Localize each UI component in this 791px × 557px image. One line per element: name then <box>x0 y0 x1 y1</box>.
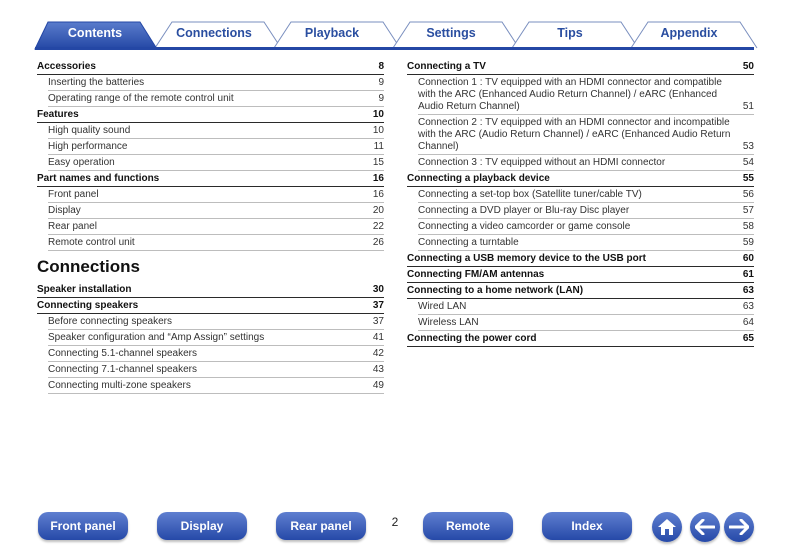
toc-entry-sub[interactable] <box>48 346 384 362</box>
toc-entry-sub[interactable] <box>48 187 384 203</box>
toc-entry-page: 37 <box>372 315 384 327</box>
toc-entry-page: 59 <box>742 236 754 248</box>
rear-panel-button[interactable]: Rear panel <box>276 512 366 540</box>
toc-entry-sub[interactable] <box>48 362 384 378</box>
toc-entry-main[interactable] <box>37 59 384 75</box>
toc-entry-page: 41 <box>372 331 384 343</box>
remote-button[interactable]: Remote <box>423 512 513 540</box>
toc-entry-title: Rear panel <box>48 220 97 232</box>
toc-entry-sub[interactable] <box>48 139 384 155</box>
toc-entry-title: Inserting the batteries <box>48 76 145 88</box>
toc-entry-title: Wireless LAN <box>418 316 479 328</box>
toc-entry-sub[interactable] <box>418 155 754 171</box>
toc-entry-main[interactable] <box>37 298 384 314</box>
home-button[interactable] <box>652 512 682 542</box>
toc-entry-title: Connecting multi-zone speakers <box>48 379 191 391</box>
toc-entry-page: 10 <box>372 108 384 120</box>
toc-entry-title: Connection 1 : TV equipped with an HDMI connector and compatible with the ARC (Enhanced Audio Return Channel) / eARC (Enhanced Audio Return Channel) <box>418 76 722 112</box>
toc-entry-title: Accessories <box>37 60 96 72</box>
toc-entry-main[interactable] <box>37 171 384 187</box>
home-icon <box>657 518 677 536</box>
toc-entry-page: 57 <box>742 204 754 216</box>
toc-entry-sub[interactable] <box>48 235 384 251</box>
toc-entry-main[interactable] <box>407 331 754 347</box>
toc-entry-title: Wired LAN <box>418 300 467 312</box>
toc-entry-main[interactable] <box>407 251 754 267</box>
toc-entry-main[interactable] <box>37 107 384 123</box>
toc-entry-page: 64 <box>742 316 754 328</box>
toc-entry-page: 58 <box>742 220 754 232</box>
toc-entry-page: 30 <box>372 283 384 295</box>
toc-entry-title: Front panel <box>48 188 99 200</box>
front-panel-button[interactable]: Front panel <box>38 512 128 540</box>
page-number: 2 <box>391 515 399 529</box>
toc-entry-page: 65 <box>742 332 754 344</box>
toc-entry-title: High quality sound <box>48 124 131 136</box>
toc-entry-title: Connecting a video camcorder or game console <box>418 220 631 232</box>
toc-entry-title: Remote control unit <box>48 236 135 248</box>
toc-entry-page: 42 <box>372 347 384 359</box>
toc-entry-page: 60 <box>742 252 754 264</box>
toc-entry-sub[interactable] <box>418 187 754 203</box>
toc-entry-page: 8 <box>378 60 384 72</box>
toc-entry-page: 22 <box>372 220 384 232</box>
toc-entry-page: 43 <box>372 363 384 375</box>
toc-entry-page: 16 <box>372 172 384 184</box>
toc-entry-page: 51 <box>742 100 754 112</box>
toc-entry-title: Connecting the power cord <box>407 332 537 344</box>
toc-left-column <box>37 59 384 394</box>
toc-right-column <box>407 59 754 347</box>
toc-entry-page: 9 <box>378 76 384 88</box>
toc-entry-title: Connecting a turntable <box>418 236 519 248</box>
toc-entry-page: 9 <box>378 92 384 104</box>
toc-entry-sub[interactable] <box>418 75 754 115</box>
toc-entry-sub[interactable] <box>48 219 384 235</box>
section-heading-connections: Connections <box>37 257 140 276</box>
toc-entry-page: 20 <box>372 204 384 216</box>
toc-entry-page: 63 <box>742 300 754 312</box>
toc-entry-main[interactable] <box>407 267 754 283</box>
toc-entry-title: Connecting a playback device <box>407 172 550 184</box>
toc-entry-sub[interactable] <box>418 115 754 155</box>
toc-entry-title: Connecting a set-top box (Satellite tuner/cable TV) <box>418 188 642 200</box>
toc-entry-main[interactable] <box>407 283 754 299</box>
toc-entry-title: Connection 3 : TV equipped without an HDMI connector <box>418 156 666 168</box>
toc-entry-page: 56 <box>742 188 754 200</box>
toc-entry-page: 11 <box>373 140 384 152</box>
toc-entry-title: Connecting a USB memory device to the USB port <box>407 252 646 264</box>
toc-entry-sub[interactable] <box>48 123 384 139</box>
toc-entry-title: Part names and functions <box>37 172 160 184</box>
toc-entry-main[interactable] <box>407 59 754 75</box>
arrow-left-icon <box>695 519 715 535</box>
toc-entry-title: Connecting a TV <box>407 60 486 72</box>
forward-button[interactable] <box>724 512 754 542</box>
toc-entry-page: 16 <box>372 188 384 200</box>
toc-entry-sub[interactable] <box>418 235 754 251</box>
toc-entry-title: Connecting speakers <box>37 299 139 311</box>
toc-entry-title: Connecting 5.1-channel speakers <box>48 347 197 359</box>
toc-entry-title: Connecting a DVD player or Blu-ray Disc player <box>418 204 630 216</box>
toc-entry-title: Display <box>48 204 81 216</box>
tab-connections[interactable]: Connections <box>176 26 252 40</box>
toc-entry-main[interactable] <box>37 282 384 298</box>
toc-entry-page: 61 <box>742 268 754 280</box>
toc-list-connections-continued <box>407 59 754 347</box>
tab-bar <box>0 0 791 52</box>
toc-entry-page: 15 <box>372 156 384 168</box>
toc-entry-title: Operating range of the remote control unit <box>48 92 234 104</box>
toc-entry-page: 37 <box>372 299 384 311</box>
arrow-right-icon <box>729 519 749 535</box>
tab-tips[interactable]: Tips <box>557 26 583 40</box>
toc-entry-sub[interactable] <box>48 91 384 107</box>
toc-entry-title: Speaker installation <box>37 283 132 295</box>
toc-entry-sub[interactable] <box>48 314 384 330</box>
toc-entry-sub[interactable] <box>418 315 754 331</box>
toc-entry-page: 50 <box>742 60 754 72</box>
display-button[interactable]: Display <box>157 512 247 540</box>
toc-entry-sub[interactable] <box>48 330 384 346</box>
toc-entry-sub[interactable] <box>48 75 384 91</box>
toc-entry-sub[interactable] <box>418 203 754 219</box>
toc-list-introduction <box>37 59 384 251</box>
back-button[interactable] <box>690 512 720 542</box>
toc-entry-page: 26 <box>372 236 384 248</box>
toc-entry-page: 10 <box>372 124 384 136</box>
toc-entry-sub[interactable] <box>48 155 384 171</box>
tab-contents[interactable]: Contents <box>67 26 123 40</box>
toc-entry-sub[interactable] <box>48 378 384 394</box>
toc-entry-sub[interactable] <box>418 299 754 315</box>
toc-entry-page: 53 <box>742 140 754 152</box>
toc-entry-sub[interactable] <box>48 203 384 219</box>
toc-entry-title: High performance <box>48 140 128 152</box>
toc-entry-title: Connecting to a home network (LAN) <box>407 284 584 296</box>
toc-list-connections <box>37 282 384 394</box>
tab-appendix[interactable]: Appendix <box>660 26 718 40</box>
toc-entry-title: Speaker configuration and “Amp Assign” settings <box>48 331 265 343</box>
tab-settings[interactable]: Settings <box>426 26 476 40</box>
toc-entry-title: Features <box>37 108 79 120</box>
toc-entry-page: 49 <box>372 379 384 391</box>
toc-entry-title: Easy operation <box>48 156 115 168</box>
toc-entry-title: Before connecting speakers <box>48 315 172 327</box>
toc-entry-title: Connection 2 : TV equipped with an HDMI connector and incompatible with the ARC (Audio Return Channel) / eARC (Enhanced Audio Return Channel) <box>418 116 731 152</box>
toc-entry-page: 55 <box>742 172 754 184</box>
toc-entry-sub[interactable] <box>418 219 754 235</box>
tab-playback[interactable]: Playback <box>304 26 360 40</box>
toc-entry-page: 54 <box>742 156 754 168</box>
index-button[interactable]: Index <box>542 512 632 540</box>
toc-entry-title: Connecting 7.1-channel speakers <box>48 363 197 375</box>
toc-entry-page: 63 <box>742 284 754 296</box>
toc-entry-main[interactable] <box>407 171 754 187</box>
toc-entry-title: Connecting FM/AM antennas <box>407 268 545 280</box>
